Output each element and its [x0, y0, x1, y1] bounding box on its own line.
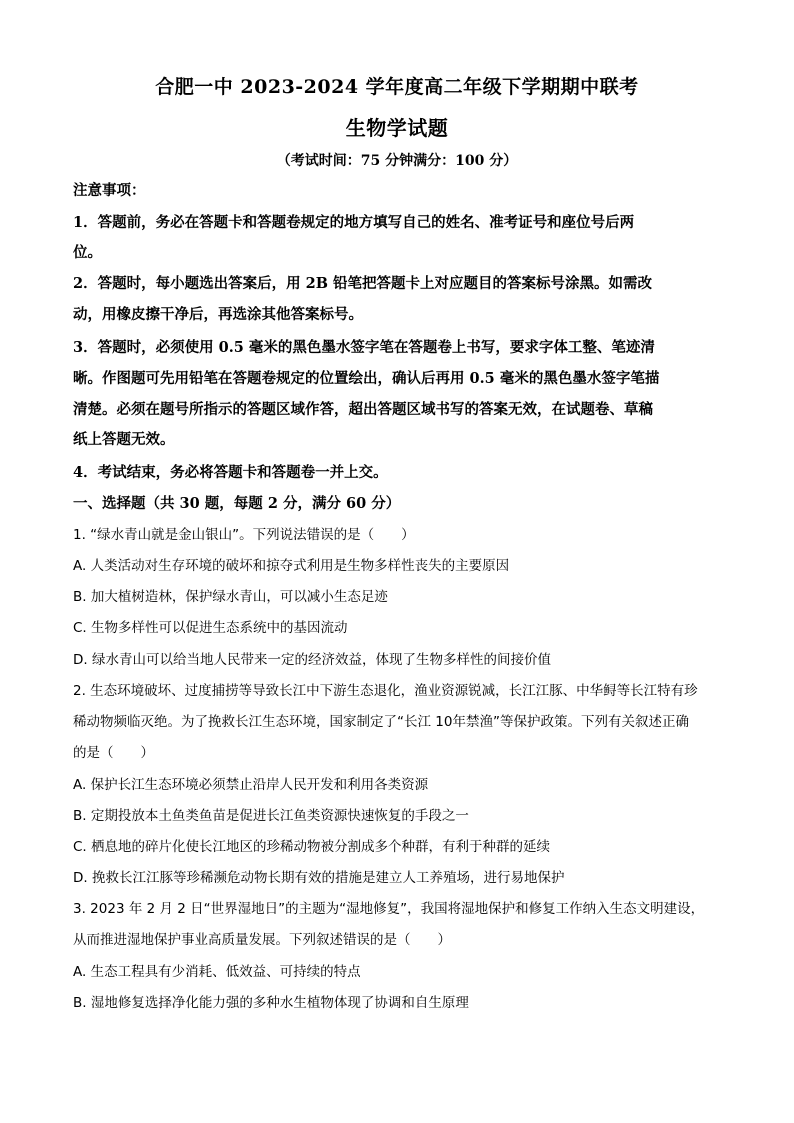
notice-line: 动，用橡皮擦干净后，再选涂其他答案标号。: [73, 306, 363, 323]
answer-option: B. 加大植树造林，保护绿水青山，可以减小生态足迹: [73, 589, 388, 605]
question-stem: 稀动物频临灭绝。为了挽救长江生态环境，国家制定了“长江 10年禁渔”等保护政策。下列有关叙述正确: [73, 714, 689, 730]
answer-option: D. 绿水青山可以给当地人民带来一定的经济效益，体现了生物多样性的间接价值: [73, 652, 551, 668]
answer-option: A. 保护长江生态环境必须禁止沿岸人民开发和利用各类资源: [73, 777, 429, 793]
answer-option: D. 挽救长江江豚等珍稀濒危动物长期有效的措施是建立人工养殖场，进行易地保护: [73, 870, 565, 886]
notice-line: 1．答题前，务必在答题卡和答题卷规定的地方填写自己的姓名、准考证号和座位号后两: [73, 214, 635, 231]
question-stem: 的是（ ）: [73, 745, 154, 761]
question-stem: 3. 2023 年 2 月 2 日“世界湿地日”的主题为“湿地修复”，我国将湿地保护和修复工作纳入生态文明建设，: [73, 901, 705, 917]
notice-line: 清楚。必须在题号所指示的答题区域作答，超出答题区域书写的答案无效，在试题卷、草稿: [73, 401, 653, 418]
notice-line: 晰。作图题可先用铅笔在答题卷规定的位置绘出，确认后再用 0.5 毫米的黑色墨水签字笔描: [73, 370, 660, 387]
notice-line: 3．答题时，必须使用 0.5 毫米的黑色墨水签字笔在答题卷上书写，要求字体工整、笔迹清: [73, 339, 655, 356]
exam-info: （考试时间：75 分钟满分：100 分）: [276, 153, 518, 169]
question-stem: 1. “绿水青山就是金山银山”。下列说法错误的是（ ）: [73, 527, 415, 543]
notice-line: 位。: [73, 244, 102, 261]
notice-line: 2．答题时，每小题选出答案后，用 2B 铅笔把答题卡上对应题目的答案标号涂黑。如需改: [73, 275, 653, 292]
question-stem: 从而推进湿地保护事业高质量发展。下列叙述错误的是（ ）: [73, 932, 451, 948]
notice-heading: 注意事项：: [73, 182, 146, 199]
answer-option: A. 人类活动对生存环境的破坏和掠夺式利用是生物多样性丧失的主要原因: [73, 558, 510, 574]
answer-option: C. 生物多样性可以促进生态系统中的基因流动: [73, 620, 348, 636]
answer-option: A. 生态工程具有少消耗、低效益、可持续的特点: [73, 964, 361, 980]
answer-option: B. 湿地修复选择净化能力强的多种水生植物体现了协调和自生原理: [73, 995, 469, 1011]
notice-line: 4．考试结束，务必将答题卡和答题卷一并上交。: [73, 464, 388, 481]
exam-title: 合肥一中 2023-2024 学年度高二年级下学期期中联考: [155, 76, 639, 98]
notice-line: 纸上答题无效。: [73, 431, 175, 448]
subject-title: 生物学试题: [345, 116, 449, 140]
question-stem: 2. 生态环境破坏、过度捕捞等导致长江中下游生态退化，渔业资源锐减，长江江豚、中华鲟等长江特有珍: [73, 683, 698, 699]
section-heading: 一、选择题（共 30 题，每题 2 分，满分 60 分）: [73, 495, 401, 512]
answer-option: C. 栖息地的碎片化使长江地区的珍稀动物被分割成多个种群，有利于种群的延续: [73, 839, 551, 855]
answer-option: B. 定期投放本土鱼类鱼苗是促进长江鱼类资源快速恢复的手段之一: [73, 808, 469, 824]
